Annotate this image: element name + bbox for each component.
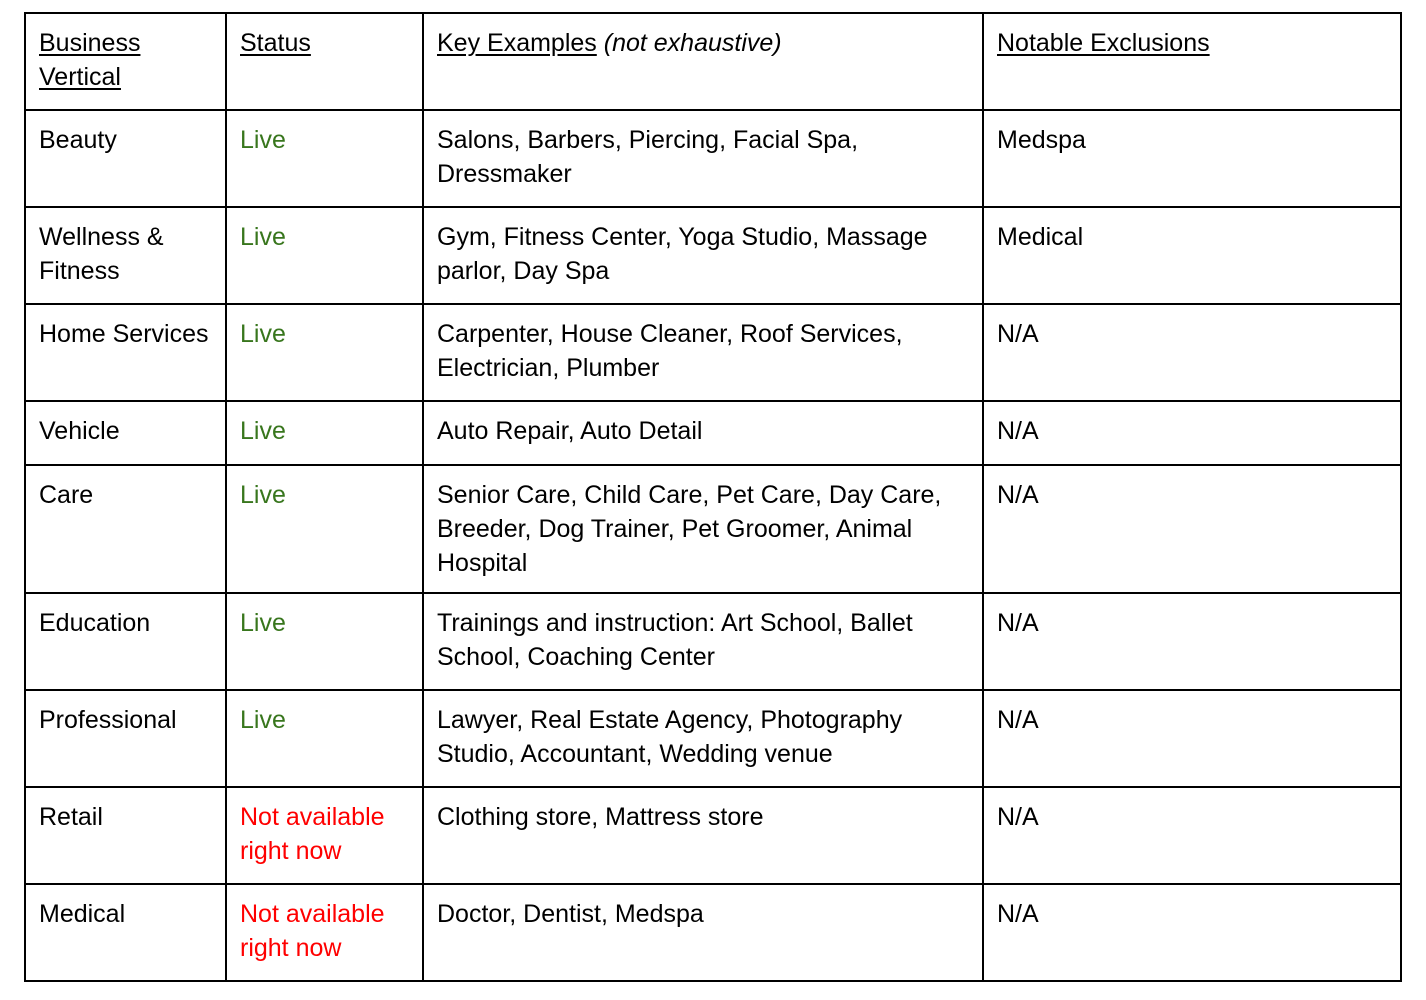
- exclusions-cell: N/A: [983, 593, 1401, 690]
- exclusions-cell: N/A: [983, 690, 1401, 787]
- status-cell: Live: [226, 401, 423, 465]
- exclusions-cell: Medspa: [983, 110, 1401, 207]
- exclusions-cell: N/A: [983, 884, 1401, 981]
- status-cell: Live: [226, 690, 423, 787]
- table-header-row: [25, 13, 1401, 110]
- table-row: [25, 787, 1401, 884]
- status-cell: Live: [226, 465, 423, 593]
- examples-cell: Gym, Fitness Center, Yoga Studio, Massage parlor, Day Spa: [423, 207, 983, 304]
- examples-cell: Salons, Barbers, Piercing, Facial Spa, Dressmaker: [423, 110, 983, 207]
- exclusions-cell: Medical: [983, 207, 1401, 304]
- examples-cell: Senior Care, Child Care, Pet Care, Day Care, Breeder, Dog Trainer, Pet Groomer, Animal Hospital: [423, 465, 983, 593]
- examples-cell: Trainings and instruction: Art School, Ballet School, Coaching Center: [423, 593, 983, 690]
- vertical-cell: Home Services: [25, 304, 226, 401]
- examples-cell: Doctor, Dentist, Medspa: [423, 884, 983, 981]
- status-cell: Not available right now: [226, 884, 423, 981]
- examples-cell: Auto Repair, Auto Detail: [423, 401, 983, 465]
- exclusions-cell: N/A: [983, 401, 1401, 465]
- header-status: Status: [226, 13, 423, 110]
- header-key-examples-note: (not exhaustive): [603, 29, 782, 57]
- vertical-cell: Medical: [25, 884, 226, 981]
- vertical-cell: Professional: [25, 690, 226, 787]
- exclusions-cell: N/A: [983, 304, 1401, 401]
- header-notable-exclusions: Notable Exclusions: [983, 13, 1401, 110]
- status-cell: Live: [226, 110, 423, 207]
- vertical-cell: Retail: [25, 787, 226, 884]
- table-row: [25, 884, 1401, 981]
- status-cell: Live: [226, 304, 423, 401]
- vertical-cell: Vehicle: [25, 401, 226, 465]
- status-cell: Live: [226, 593, 423, 690]
- vertical-cell: Beauty: [25, 110, 226, 207]
- header-business-vertical: Business Vertical: [25, 13, 226, 110]
- header-key-examples-label: Key Examples: [437, 29, 597, 57]
- exclusions-cell: N/A: [983, 465, 1401, 593]
- status-cell: Not available right now: [226, 787, 423, 884]
- table-row: [25, 207, 1401, 304]
- header-key-examples: [423, 13, 983, 110]
- table-row: [25, 593, 1401, 690]
- examples-cell: Lawyer, Real Estate Agency, Photography Studio, Accountant, Wedding venue: [423, 690, 983, 787]
- table-row: [25, 465, 1401, 593]
- vertical-cell: Education: [25, 593, 226, 690]
- examples-cell: Clothing store, Mattress store: [423, 787, 983, 884]
- vertical-cell: Wellness & Fitness: [25, 207, 226, 304]
- table-row: [25, 690, 1401, 787]
- business-verticals-table: [24, 12, 1402, 982]
- table-row: [25, 401, 1401, 465]
- status-cell: Live: [226, 207, 423, 304]
- exclusions-cell: N/A: [983, 787, 1401, 884]
- table-row: [25, 110, 1401, 207]
- vertical-cell: Care: [25, 465, 226, 593]
- table-row: [25, 304, 1401, 401]
- examples-cell: Carpenter, House Cleaner, Roof Services, Electrician, Plumber: [423, 304, 983, 401]
